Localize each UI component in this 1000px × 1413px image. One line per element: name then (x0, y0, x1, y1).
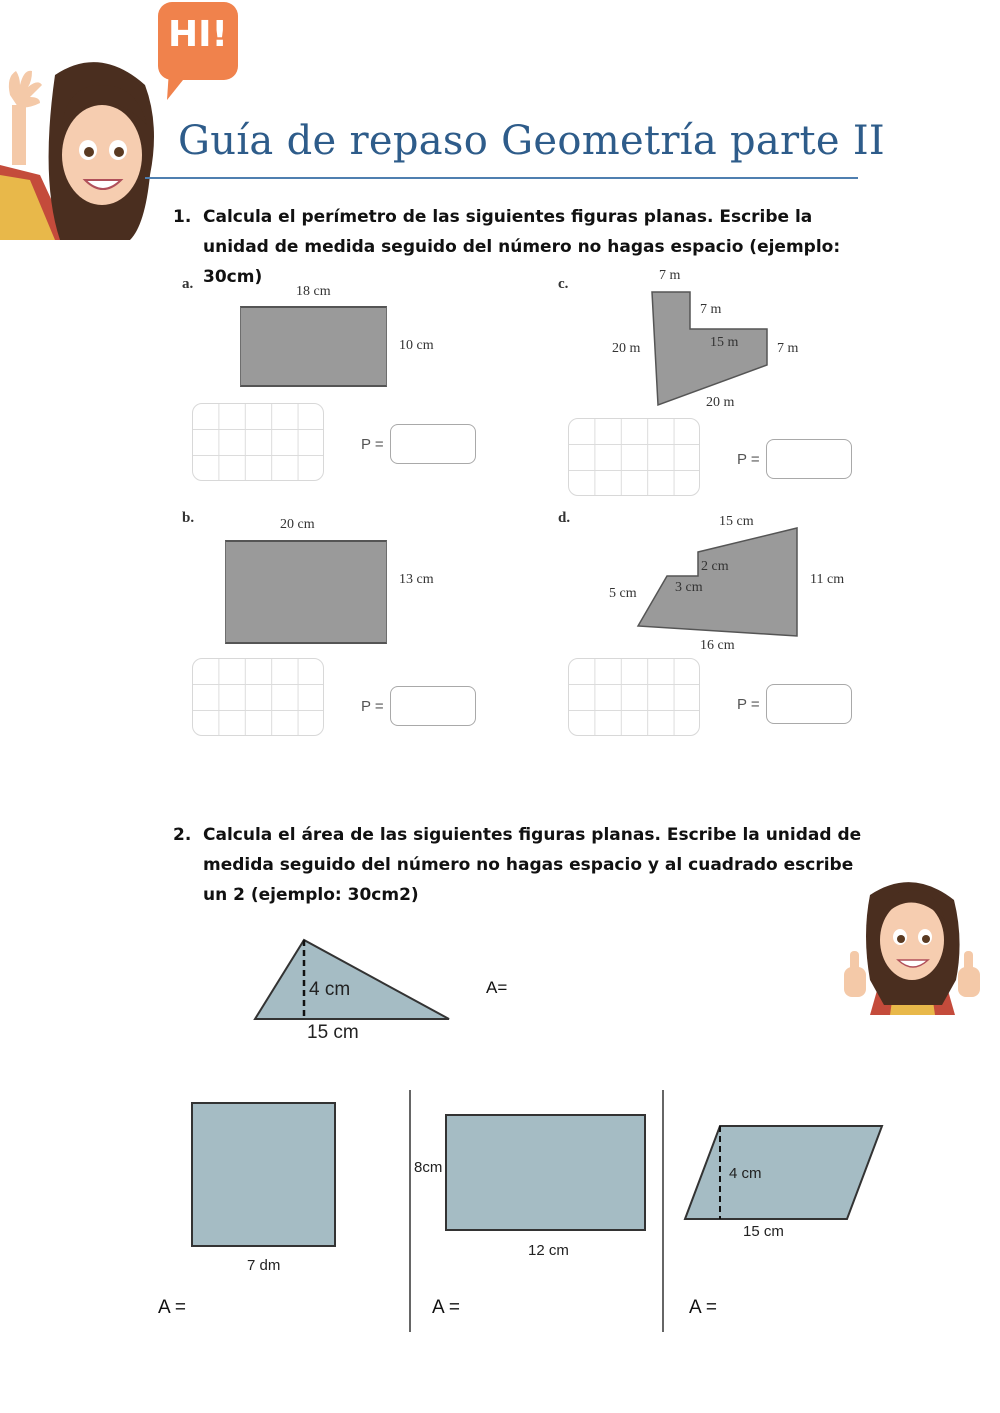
triangle-height-label: 4 cm (309, 979, 351, 1000)
figure-b-rectangle (225, 540, 387, 644)
parallelogram-figure (680, 1120, 890, 1225)
parallelogram-height-label: 4 cm (729, 1165, 762, 1182)
figure-b-top-label: 20 cm (280, 517, 315, 532)
figure-a-p-label: P = (361, 436, 384, 453)
figure-b-letter: b. (182, 510, 195, 526)
figure-d-step-vertical-label: 2 cm (701, 559, 729, 574)
figure-c-bottom-label: 20 m (706, 395, 735, 410)
question-1 (173, 202, 853, 292)
figure-d-left-label: 5 cm (609, 586, 637, 601)
divider-right (662, 1090, 664, 1332)
figure-c-left-label: 20 m (612, 341, 641, 356)
figure-d-right-label: 11 cm (810, 572, 845, 587)
question-1-number: 1. (173, 207, 192, 227)
figure-c-letter: c. (558, 276, 569, 292)
figure-d-step-horizontal-label: 3 cm (675, 580, 703, 595)
figure-a-letter: a. (182, 276, 194, 292)
figure-b-p-label: P = (361, 698, 384, 715)
figure-c-p-label: P = (737, 451, 760, 468)
parallelogram-area-label: A = (689, 1297, 717, 1318)
figure-d-top-label: 15 cm (719, 514, 754, 529)
speech-bubble-tail (165, 70, 195, 102)
avatar-waving-illustration (0, 55, 170, 240)
figure-d-bottom-label: 16 cm (700, 638, 735, 653)
rectangle-area-label: A = (432, 1297, 460, 1318)
question-1-text: Calcula el perímetro de las siguientes figuras planas. Escribe la unidad de medida seguido del número no hagas espacio (ejemplo: 30cm) (203, 207, 841, 287)
avatar-thumbs-up-illustration (840, 875, 985, 1015)
figure-a-side-label: 10 cm (399, 338, 434, 353)
figure-c-inner-horizontal-label: 15 m (710, 335, 739, 350)
triangle-figure (250, 935, 455, 1025)
figure-a-top-label: 18 cm (296, 284, 331, 299)
figure-a-rectangle (240, 306, 387, 387)
title-underline (145, 177, 858, 179)
question-2-number: 2. (173, 825, 192, 845)
figure-a-perimeter-input[interactable] (390, 424, 476, 464)
figure-d-work-grid (568, 658, 700, 736)
parallelogram-base-label: 15 cm (743, 1223, 784, 1240)
figure-d-perimeter-input[interactable] (766, 684, 852, 724)
figure-b-side-label: 13 cm (399, 572, 434, 587)
figure-c-perimeter-input[interactable] (766, 439, 852, 479)
triangle-area-label: A= (486, 978, 508, 997)
figure-d-p-label: P = (737, 696, 760, 713)
page-title: Guía de repaso Geometría parte II (178, 118, 886, 164)
figure-d-stepped-shape (630, 520, 805, 645)
rectangle-base-label: 12 cm (528, 1242, 569, 1259)
figure-c-right-label: 7 m (777, 341, 799, 356)
figure-b-perimeter-input[interactable] (390, 686, 476, 726)
triangle-base-label: 15 cm (307, 1022, 359, 1043)
figure-b-work-grid (192, 658, 324, 736)
divider-left (409, 1090, 411, 1332)
rectangle-figure (445, 1114, 646, 1231)
figure-c-top-label: 7 m (659, 268, 681, 283)
figure-d-letter: d. (558, 510, 571, 526)
square-side-label: 7 dm (247, 1257, 281, 1274)
rectangle-height-label: 8cm (414, 1159, 443, 1176)
question-2-text: Calcula el área de las siguientes figuras planas. Escribe la unidad de medida seguido del número no hagas espacio y al cuadrado escribe un 2 (ejemplo: 30cm2) (203, 825, 862, 905)
figure-c-inner-vertical-label: 7 m (700, 302, 722, 317)
square-area-label: A = (158, 1297, 186, 1318)
figure-a-work-grid (192, 403, 324, 481)
figure-c-work-grid (568, 418, 700, 496)
question-2 (173, 820, 863, 910)
speech-bubble-text: HI! (168, 14, 228, 55)
square-figure (191, 1102, 336, 1247)
